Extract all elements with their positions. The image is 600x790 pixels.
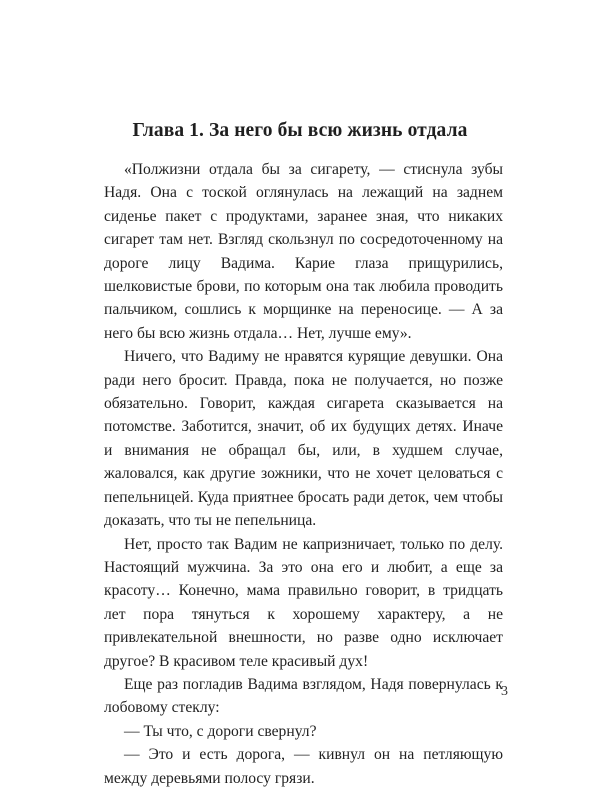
paragraph: Ничего, что Вадиму не нравятся курящие девушки. Она ради него бросит. Правда, пока не получается, но позже обязательно. Говорит, каждая сигарета сказывается на потомстве. Заботится, значит, об их будущих детях. Иначе и внимания не обращал бы, или, в худшем случае, жаловался, как другие зожники, что не хочет целоваться с пепельницей. Куда приятнее бросать ради деток, чем чтобы доказать, что ты не пепельница.	[104, 348, 503, 530]
dialogue-line: — Это и есть дорога, — кивнул он на петляющую между деревьями полосу грязи.	[104, 746, 503, 787]
chapter-body	[104, 158, 503, 790]
paragraph: Еще раз погладив Вадима взглядом, Надя повернулась к лобовому стеклу:	[104, 675, 503, 717]
chapter-title: Глава 1. За него бы всю жизнь отдала	[132, 120, 468, 141]
paragraph: «Полжизни отдала бы за сигарету, — стиснула зубы Надя. Она с тоской оглянулась на лежащий на заднем сиденье пакет с продуктами, заранее зная, что никаких сигарет там нет. Взгляд скользнул по сосредоточенному на дороге лицу Вадима. Карие глаза прищурились, шелковистые брови, по которым она так любила проводить пальчиком, сошлись к морщинке на переносице. — А за него бы всю жизнь отдала… Нет, лучше ему».	[104, 161, 503, 342]
dialogue-line: — Ты что, с дороги свернул?	[124, 722, 317, 740]
page-number: 3	[501, 684, 508, 699]
paragraph: Нет, просто так Вадим не капризничает, только по делу. Настоящий мужчина. За это она его и любит, а еще за красоту… Конечно, мама правильно говорит, в тридцать лет пора тянуться к хорошему характеру, а не привлекательной внешности, но разве одно исключает другое? В красивом теле красивый дух!	[104, 535, 503, 670]
